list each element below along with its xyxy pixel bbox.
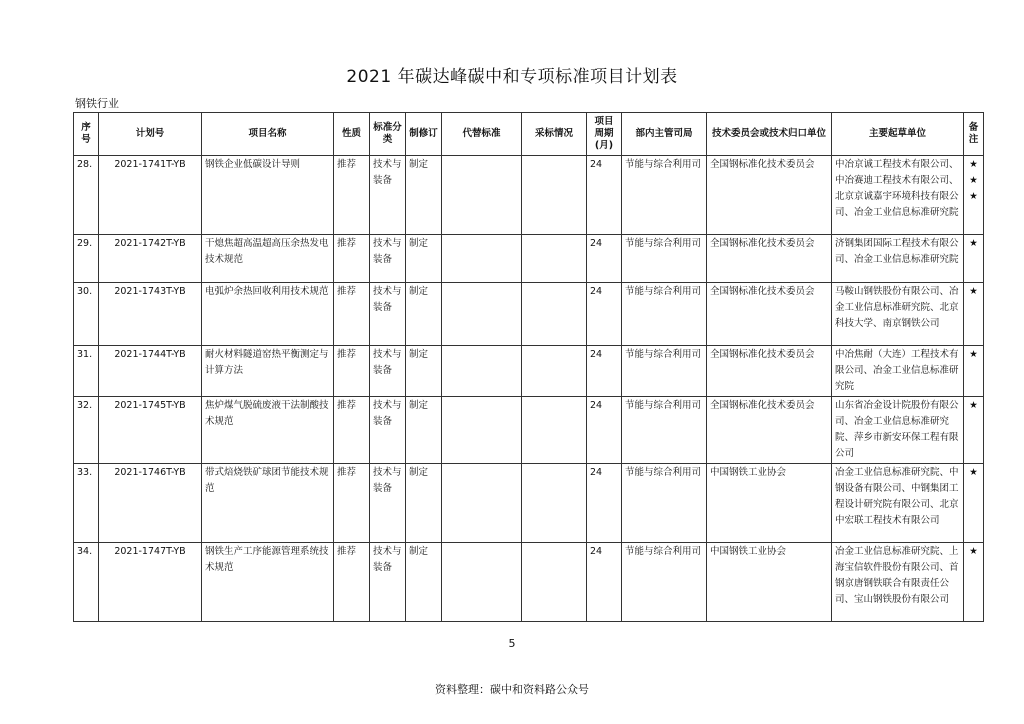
cell-dept: 节能与综合利用司 — [622, 156, 707, 235]
cell-dept: 节能与综合利用司 — [622, 283, 707, 346]
cell-std-class: 技术与装备 — [370, 346, 406, 397]
cell-drafters: 马鞍山钢铁股份有限公司、冶金工业信息标准研究院、北京科技大学、南京钢铁公司 — [832, 283, 964, 346]
table-row — [74, 464, 984, 543]
cell-dept: 节能与综合利用司 — [622, 346, 707, 397]
table-row — [74, 397, 984, 464]
cell-name: 电弧炉余热回收利用技术规范 — [202, 283, 334, 346]
cell-dept: 节能与综合利用司 — [622, 397, 707, 464]
cell-revise: 制定 — [406, 464, 442, 543]
header-replace: 代替标准 — [442, 113, 522, 156]
cell-seq: 34. — [74, 543, 99, 622]
cell-committee: 全国钢标准化技术委员会 — [707, 283, 832, 346]
cell-adopt — [522, 543, 587, 622]
cell-dept: 节能与综合利用司 — [622, 543, 707, 622]
table-row — [74, 543, 984, 622]
cell-period: 24 — [587, 543, 622, 622]
cell-revise: 制定 — [406, 543, 442, 622]
cell-revise: 制定 — [406, 235, 442, 283]
cell-drafters: 山东省冶金设计院股份有限公司、冶金工业信息标准研究院、萍乡市新安环保工程有限公司 — [832, 397, 964, 464]
cell-plan-no: 2021-1743T-YB — [99, 283, 202, 346]
cell-std-class: 技术与装备 — [370, 543, 406, 622]
cell-period: 24 — [587, 235, 622, 283]
cell-std-class: 技术与装备 — [370, 464, 406, 543]
header-period: 项目周期(月) — [587, 113, 622, 156]
cell-std-class: 技术与装备 — [370, 283, 406, 346]
cell-name: 焦炉煤气脱硫废液干法制酸技术规范 — [202, 397, 334, 464]
cell-seq: 33. — [74, 464, 99, 543]
table-row — [74, 156, 984, 235]
cell-adopt — [522, 464, 587, 543]
cell-replace — [442, 283, 522, 346]
cell-replace — [442, 235, 522, 283]
cell-name: 干熄焦超高温超高压余热发电技术规范 — [202, 235, 334, 283]
standards-plan-table — [73, 112, 984, 622]
header-seq: 序号 — [74, 113, 99, 156]
cell-seq: 28. — [74, 156, 99, 235]
cell-std-class: 技术与装备 — [370, 235, 406, 283]
cell-adopt — [522, 156, 587, 235]
header-plan-no: 计划号 — [99, 113, 202, 156]
cell-period: 24 — [587, 346, 622, 397]
cell-committee: 全国钢标准化技术委员会 — [707, 235, 832, 283]
cell-revise: 制定 — [406, 283, 442, 346]
cell-nature: 推荐 — [334, 397, 370, 464]
cell-nature: 推荐 — [334, 156, 370, 235]
footer-credit: 资料整理：碳中和资料路公众号 — [435, 683, 589, 696]
cell-period: 24 — [587, 397, 622, 464]
cell-replace — [442, 156, 522, 235]
cell-committee: 全国钢标准化技术委员会 — [707, 346, 832, 397]
cell-nature: 推荐 — [334, 464, 370, 543]
cell-committee: 全国钢标准化技术委员会 — [707, 156, 832, 235]
cell-drafters: 冶金工业信息标准研究院、中钢设备有限公司、中钢集团工程设计研究院有限公司、北京中宏联工程技术有限公司 — [832, 464, 964, 543]
cell-dept: 节能与综合利用司 — [622, 235, 707, 283]
cell-adopt — [522, 283, 587, 346]
cell-adopt — [522, 397, 587, 464]
cell-plan-no: 2021-1745T-YB — [99, 397, 202, 464]
cell-period: 24 — [587, 464, 622, 543]
table-header-row — [74, 113, 984, 156]
header-nature: 性质 — [334, 113, 370, 156]
cell-period: 24 — [587, 156, 622, 235]
header-adopt: 采标情况 — [522, 113, 587, 156]
cell-nature: 推荐 — [334, 283, 370, 346]
cell-revise: 制定 — [406, 156, 442, 235]
cell-replace — [442, 397, 522, 464]
header-note: 备注 — [964, 113, 984, 156]
cell-replace — [442, 543, 522, 622]
header-dept: 部内主管司局 — [622, 113, 707, 156]
cell-note: ★ ★ ★ — [964, 156, 984, 235]
header-revise: 制修订 — [406, 113, 442, 156]
cell-dept: 节能与综合利用司 — [622, 464, 707, 543]
cell-revise: 制定 — [406, 346, 442, 397]
cell-name: 钢铁生产工序能源管理系统技术规范 — [202, 543, 334, 622]
cell-drafters: 济钢集团国际工程技术有限公司、冶金工业信息标准研究院 — [832, 235, 964, 283]
cell-note: ★ — [964, 283, 984, 346]
cell-plan-no: 2021-1741T-YB — [99, 156, 202, 235]
cell-revise: 制定 — [406, 397, 442, 464]
cell-drafters: 冶金工业信息标准研究院、上海宝信软件股份有限公司、首钢京唐钢铁联合有限责任公司、宝山钢铁股份有限公司 — [832, 543, 964, 622]
cell-name: 钢铁企业低碳设计导则 — [202, 156, 334, 235]
cell-note: ★ — [964, 235, 984, 283]
cell-adopt — [522, 346, 587, 397]
table-row — [74, 283, 984, 346]
cell-committee: 中国钢铁工业协会 — [707, 543, 832, 622]
cell-drafters: 中冶焦耐（大连）工程技术有限公司、冶金工业信息标准研究院 — [832, 346, 964, 397]
header-committee: 技术委员会或技术归口单位 — [707, 113, 832, 156]
cell-nature: 推荐 — [334, 346, 370, 397]
cell-std-class: 技术与装备 — [370, 397, 406, 464]
cell-plan-no: 2021-1742T-YB — [99, 235, 202, 283]
cell-note: ★ — [964, 397, 984, 464]
page-title: 2021 年碳达峰碳中和专项标准项目计划表 — [346, 67, 678, 87]
cell-name: 带式焙烧铁矿球团节能技术规范 — [202, 464, 334, 543]
cell-note: ★ — [964, 346, 984, 397]
cell-note: ★ — [964, 543, 984, 622]
cell-seq: 30. — [74, 283, 99, 346]
cell-plan-no: 2021-1747T-YB — [99, 543, 202, 622]
table-row — [74, 346, 984, 397]
cell-seq: 31. — [74, 346, 99, 397]
cell-replace — [442, 346, 522, 397]
cell-adopt — [522, 235, 587, 283]
header-name: 项目名称 — [202, 113, 334, 156]
cell-seq: 29. — [74, 235, 99, 283]
page-number: 5 — [508, 637, 516, 650]
cell-period: 24 — [587, 283, 622, 346]
cell-seq: 32. — [74, 397, 99, 464]
cell-nature: 推荐 — [334, 543, 370, 622]
cell-std-class: 技术与装备 — [370, 156, 406, 235]
header-std-class: 标准分类 — [370, 113, 406, 156]
cell-plan-no: 2021-1744T-YB — [99, 346, 202, 397]
cell-committee: 全国钢标准化技术委员会 — [707, 397, 832, 464]
category-label: 钢铁行业 — [75, 97, 119, 110]
cell-committee: 中国钢铁工业协会 — [707, 464, 832, 543]
cell-plan-no: 2021-1746T-YB — [99, 464, 202, 543]
cell-note: ★ — [964, 464, 984, 543]
cell-drafters: 中冶京诚工程技术有限公司、中冶赛迪工程技术有限公司、北京京诚嘉宇环境科技有限公司、冶金工业信息标准研究院 — [832, 156, 964, 235]
cell-nature: 推荐 — [334, 235, 370, 283]
header-drafters: 主要起草单位 — [832, 113, 964, 156]
cell-name: 耐火材料隧道窑热平衡测定与计算方法 — [202, 346, 334, 397]
table-row — [74, 235, 984, 283]
cell-replace — [442, 464, 522, 543]
